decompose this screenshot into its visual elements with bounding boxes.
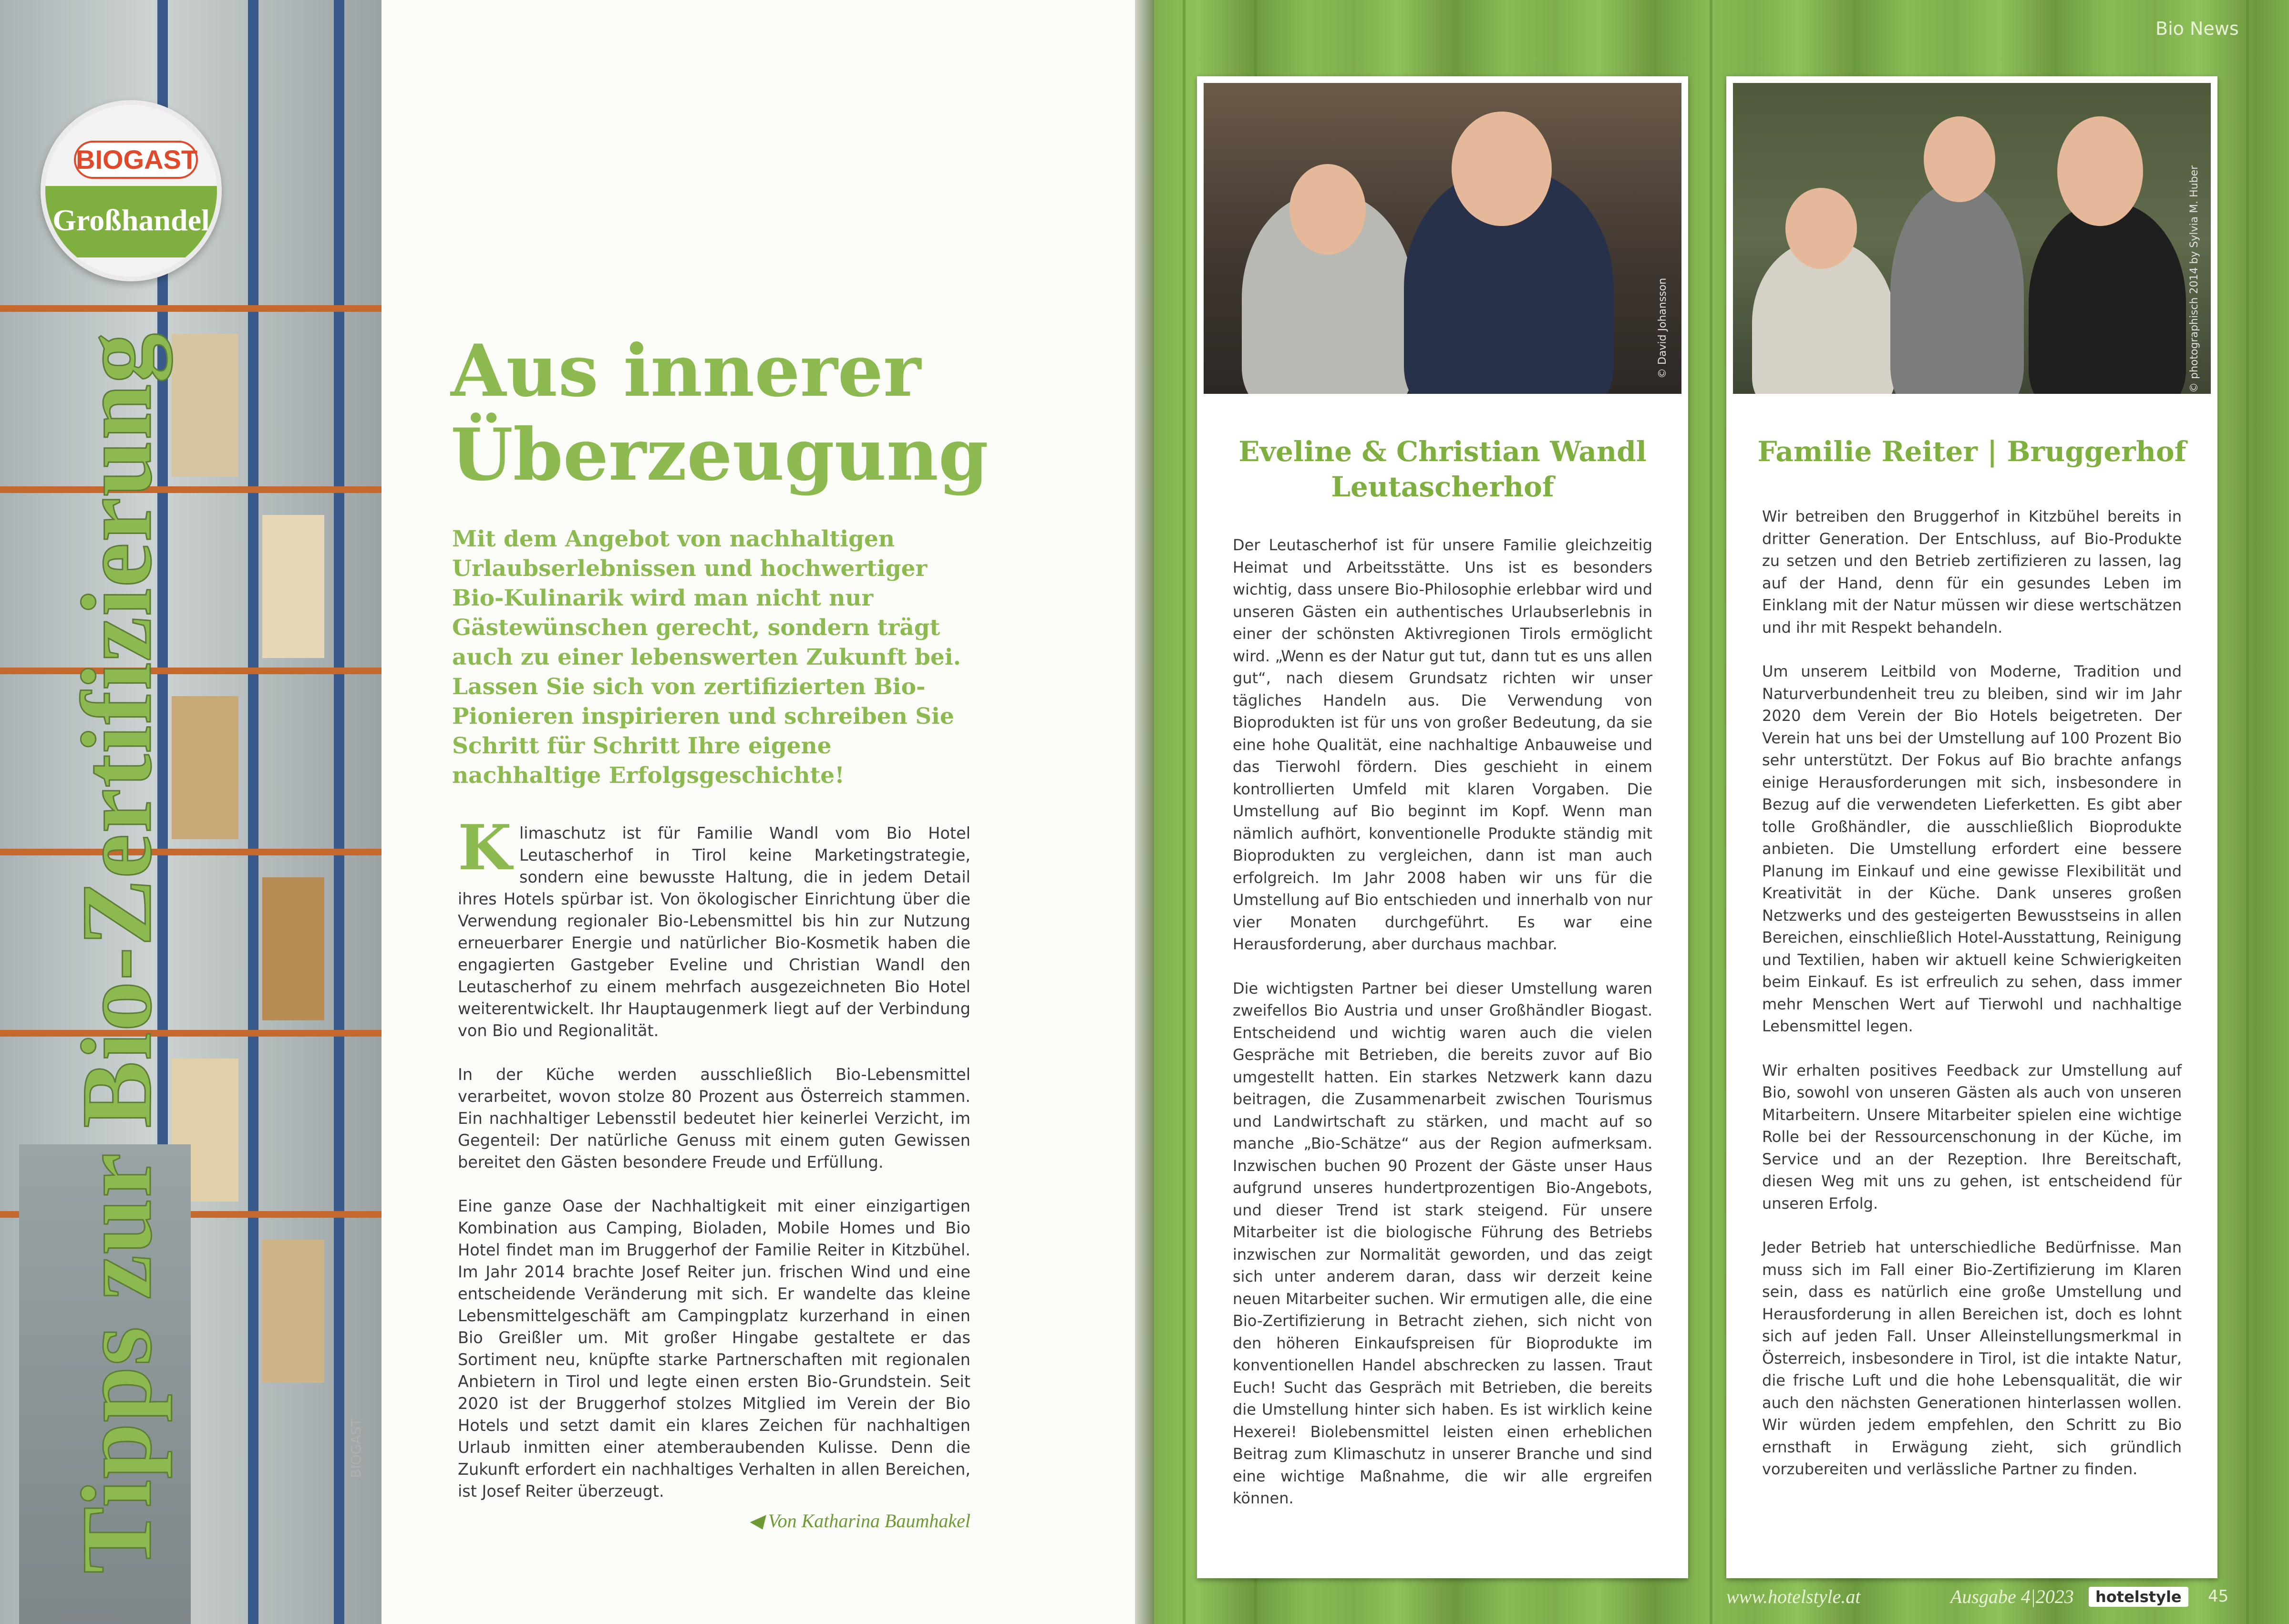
- paragraph: Wir betreiben den Bruggerhof in Kitzbühel bereits in dritter Generation. Der Entschluss, auf Bio-Produkte zu setzen und den Betrieb zertifizieren zu lassen, lag auf der Hand, denn für ein gesundes Leben im Einklang mit der Natur müssen wir diese wertschätzen und ihr mit Respekt behandeln.: [1762, 507, 2182, 637]
- card-body: [1233, 534, 1652, 1531]
- paragraph: Jeder Betrieb hat unterschiedliche Bedürfnisse. Man muss sich im Fall einer Bio-Zertifizierung im Klaren sein, dass es natürlich eine große Umstellung und Herausforderung in allen Bereichen ist, doch es lohnt sich auf jeden Fall. Unser Alleinstellungsmerkmal in Österreich, insbesondere in Tirol, ist die intakte Natur, die frische Luft und die hohe Lebensqualität, die wir auch den nächsten Generationen hinterlassen wollen. Wir würden jedem empfehlen, den Schritt zu Bio ernsthaft in Erwägung zieht, sich gründlich vorzubereiten und verlässliche Partner zu finden.: [1762, 1238, 2182, 1478]
- interview-card-wandl: [1197, 76, 1688, 1578]
- portrait-photo: [1197, 76, 1688, 401]
- article-lead: Mit dem Angebot von nachhaltigen Urlaubserlebnissen und hochwertiger Bio-Kulinarik wird man nicht nur Gästewünschen gerecht, sondern trägt auch zu einer lebenswerten Zukunft bei. Lassen Sie sich von zertifizierten Bio-Pionieren inspirieren und schreiben Sie Schritt für Schritt Ihre eigene nachhaltige Erfolgsgeschichte!: [452, 526, 961, 789]
- paragraph: Der Leutascherhof ist für unsere Familie gleichzeitig Heimat und Arbeitsstätte. Uns ist es besonders wichtig, dass unsere Bio-Philosophie erlebbar wird und unseren Gästen ein authentisches Urlaubserlebnis in einer der schönsten Aktivregionen Tirols ermöglicht wird. „Wenn es der Natur gut tut, dann tut es uns allen gut“, nach diesem Grundsatz richten wir unser tägliches Handeln aus. Die Verwendung von Bioprodukten ist für uns von großer Bedeutung, da sie eine hohe Qualität, eine nachhaltige Anbauweise und das Tierwohl fördern. Dies geschieht in einem kontrollierten Umfeld mit klaren Vorgaben. Die Umstellung auf Bio beginnt im Kopf. Wenn man nämlich aufhört, konventionelle Produkte ständig mit Bioprodukten zu vergleichen, dann ist man auch erfolgreich. Im Jahr 2008 haben wir uns für die Umstellung auf Bio entschieden und innerhalb von nur vier Monaten durchgeführt. Es war eine Herausforderung, aber durchaus machbar.: [1233, 536, 1652, 953]
- family-photo: [1726, 76, 2217, 401]
- interview-card-reiter: [1726, 76, 2217, 1578]
- card-title: Eveline & Christian Wandl Leutascherhof: [1238, 435, 1647, 503]
- page-number: 45: [2208, 1587, 2229, 1606]
- footer-url[interactable]: www.hotelstyle.at: [1726, 1586, 1861, 1607]
- paragraph: Um unserem Leitbild von Moderne, Tradition und Naturverbundenheit treu zu bleiben, sind wir im Jahr 2020 dem Verein der Bio Hotels beigetreten. Der Verein hat uns bei der Umstellung auf 100 Prozent Bio sehr unterstützt. Der Fokus auf Bio brachte anfangs einige Herausforderungen mit sich, insbesondere in Bezug auf die verwendeten Lieferketten. Es gibt aber tolle Großhändler, die ausschließlich Bioprodukte anbieten. Die Umstellung erfordert eine bessere Planung im Einkauf und eine gewisse Flexibilität und Kreativität in der Küche. Dank unseres großen Netzwerks und des gesteigerten Bewusstseins in allen Bereichen, einschließlich Hotel-Ausstattung, Reinigung und Textilien, haben wir aktuell keine Schwierigkeiten beim Einkauf. Es ist erfreulich zu sehen, dass immer mehr Menschen Wert auf Tierwohl und nachhaltige Lebensmittel legen.: [1762, 662, 2182, 1035]
- section-title: Tipps zur Bio-Zertifizierung: [62, 332, 172, 1573]
- photo-credit: BIOGAST: [348, 1418, 364, 1478]
- paragraph: In der Küche werden ausschließlich Bio-Lebensmittel verarbeitet, wovon stolze 80 Prozent aus Österreich stammen. Ein nachhaltiger Lebensstil bedeutet hier keinerlei Verzicht, im Gegenteil: Der natürliche Genuss mit einem guten Gewissen bereitet den Gästen besondere Freude und Erfüllung.: [458, 1065, 970, 1172]
- card-title: Familie Reiter | Bruggerhof: [1757, 435, 2186, 468]
- left-page: [0, 0, 1135, 1624]
- photo-credit: © photographisch 2014 by Sylvia M. Huber: [2188, 165, 2200, 393]
- photo-credit: © David Johansson: [1657, 278, 1669, 379]
- badge-subtitle: Großhandel: [52, 203, 210, 237]
- byline: ◀ Von Katharina Baumhakel: [748, 1510, 970, 1531]
- biogast-logo: BIOGAST: [74, 141, 198, 179]
- paragraph: Wir erhalten positives Feedback zur Umstellung auf Bio, sowohl von unseren Gästen als auch von unseren Mitarbeitern. Unsere Mitarbeiter spielen eine wichtige Rolle bei der Ressourcenschonung in der Küche, im Service und an der Rezeption. Ihre Bereitschaft, diesen Weg mit uns zu gehen, ist entscheidend für unseren Erfolg.: [1762, 1061, 2182, 1213]
- paragraph: Klimaschutz ist für Familie Wandl vom Bio Hotel Leutascherhof in Tirol keine Marketingstrategie, sondern eine bewusste Haltung, die in jedem Detail ihres Hotels spürbar ist. Von ökologischer Einrichtung über die Verwendung regionaler Bio-Lebensmittel bis hin zur Nutzung erneuerbarer Energie und natürlicher Bio-Kosmetik haben die engagierten Gastgeber Eveline und Christian Wandl den Leutascherhof zu einem mehrfach ausgezeichneten Bio Hotel weiterentwickelt. Ihr Hauptaugenmerk liegt auf der Verbindung von Bio und Regionalität.: [458, 811, 970, 1040]
- dropcap: K: [458, 811, 512, 884]
- running-head: Bio News: [2155, 18, 2239, 39]
- card-body: [1762, 505, 2182, 1502]
- article-headline: Aus innerer Überzeugung: [451, 329, 989, 497]
- hotelstyle-logo: hotelstyle: [2089, 1587, 2188, 1607]
- paragraph: Die wichtigsten Partner bei dieser Umstellung waren zweifellos Bio Austria und unser Großhändler Biogast. Entscheidend und wichtig waren auch die vielen Gespräche mit Betrieben, die bereits zuvor auf Bio umgestellt hatten. Ein starkes Netzwerk kann dazu beitragen, die Zusammenarbeit zwischen Tourismus und Landwirtschaft zu stärken, und macht auf so manche „Bio-Schätze“ aus der Region aufmerksam. Inzwischen buchen 90 Prozent der Gäste unser Haus aufgrund unseres hundertprozentigen Bio-Angebots, und dieser Trend ist stark steigend. Für unsere Mitarbeiter ist die biologische Führung des Betriebs inzwischen zur Normalität geworden, und das zeigt sich unter anderem daran, dass wir derzeit keine neuen Mitarbeiter suchen. Wir ermutigen alle, die eine Bio-Zertifizierung in Betracht ziehen, sich nicht von den höheren Einkaufspreisen für Bioprodukte im konventionellen Handel abschrecken zu lassen. Traut Euch! Sucht das Gespräch mit Betrieben, die bereits die Umstellung hinter sich haben. Es ist wirklich keine Hexerei! Biolebensmittel leisten einen erheblichen Beitrag zum Klimaschutz in unserer Branche und sind eine wichtige Maßnahme, die wir alle ergreifen können.: [1233, 979, 1652, 1507]
- page-gutter: [1135, 0, 1154, 1624]
- footer-issue: Ausgabe 4|2023: [1950, 1586, 2074, 1607]
- article-body: [458, 811, 970, 1532]
- paragraph: Eine ganze Oase der Nachhaltigkeit mit einer einzigartigen Kombination aus Camping, Bioladen, Mobile Homes und Bio Hotel findet man im Bruggerhof der Familie Reiter in Kitzbühel. Im Jahr 2014 brachte Josef Reiter jun. frischen Wind und eine entscheidende Veränderung mit sich. Er wandelte das kleine Lebensmittelgeschäft am Campingplatz kurzerhand in einen Bio Greißler um. Mit großer Hingabe gestaltete er das Sortiment neu, knüpfte starke Partnerschaften mit regionalen Anbietern in Tirol und legte einen ersten Bio-Grundstein. Seit 2020 ist der Bruggerhof stolzes Mitglied im Verein der Bio Hotels und setzt damit ein klares Zeichen für nachhaltigen Urlaub inmitten einer atemberaubenden Kulisse. Denn die Zukunft erfordert ein nachhaltiges Verhalten in allen Bereichen, ist Josef Reiter überzeugt.: [458, 1197, 970, 1501]
